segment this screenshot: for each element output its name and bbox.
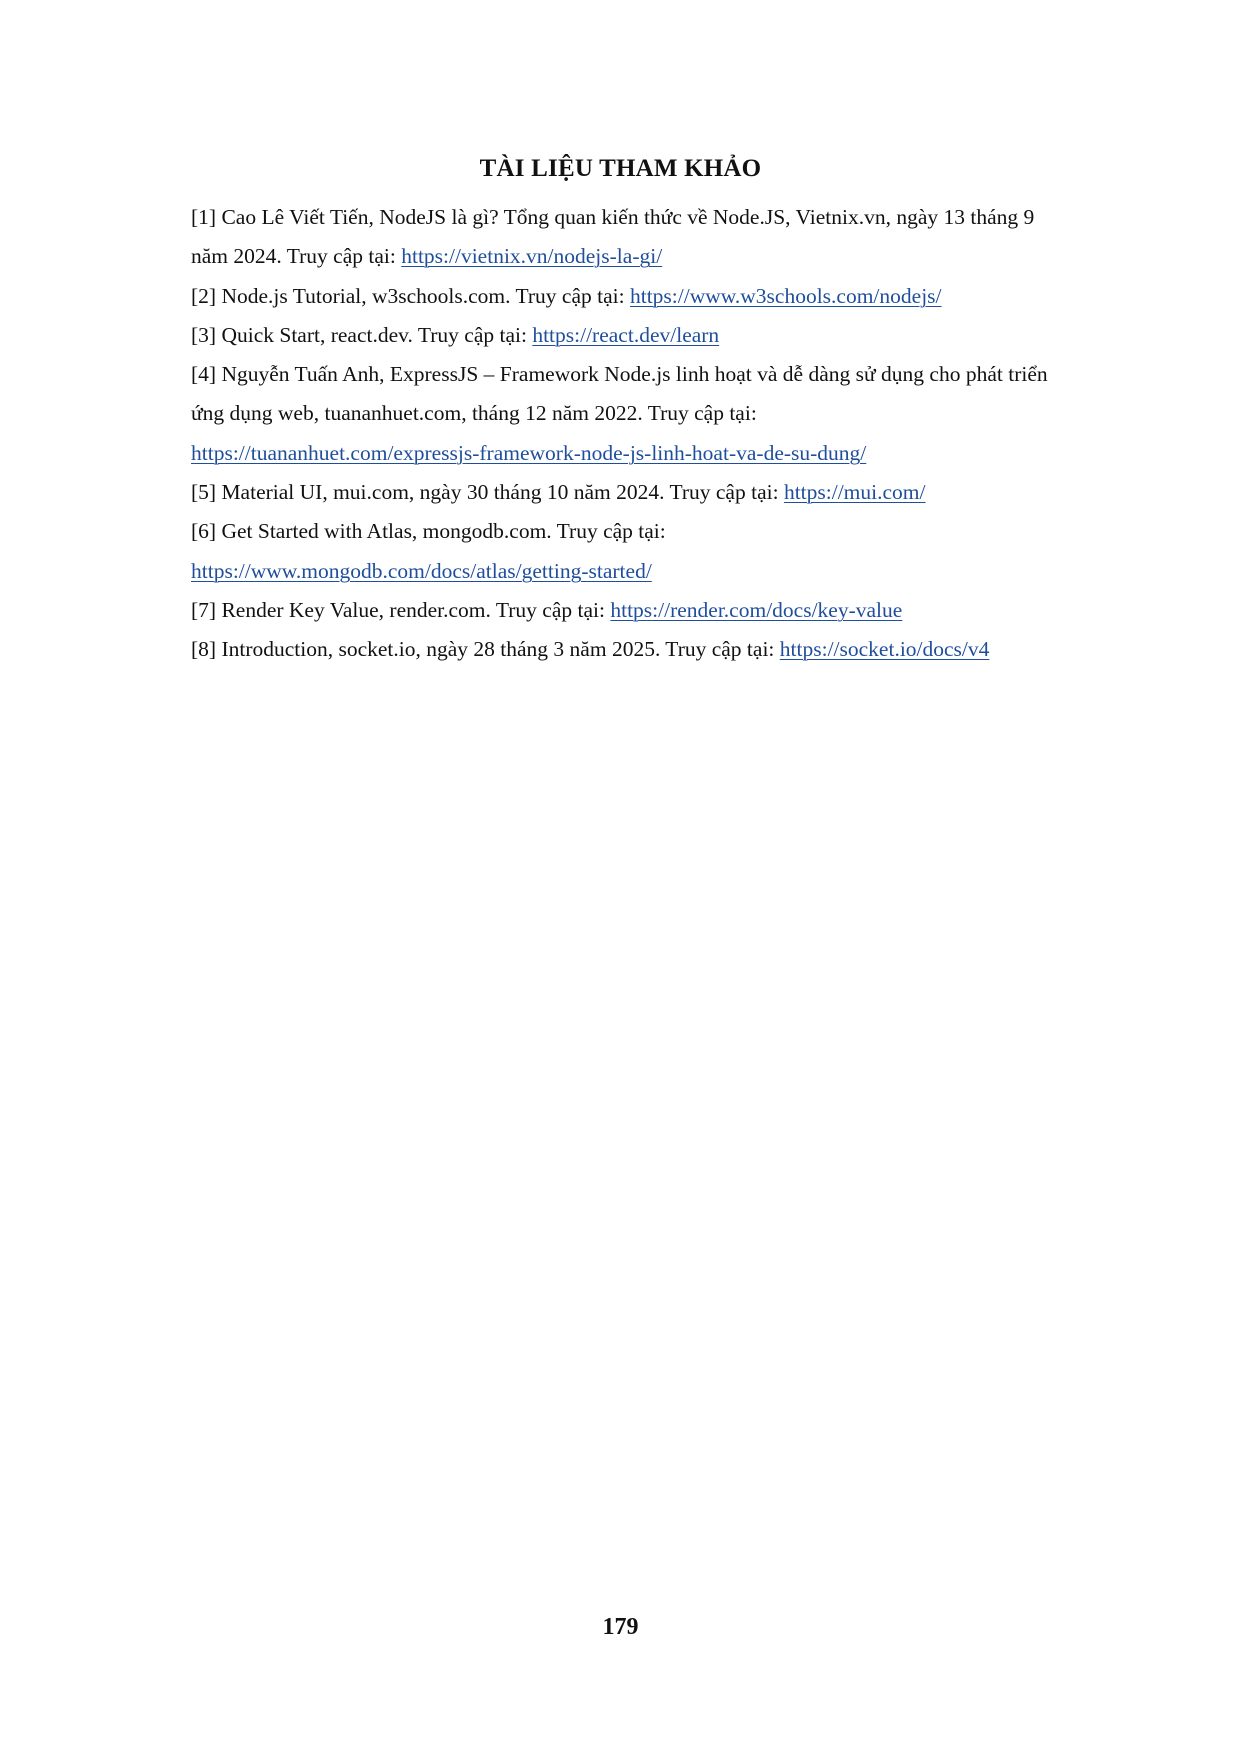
reference-item-2: [191, 277, 1123, 316]
reference-text: [7] Render Key Value, render.com. Truy cập tại:: [191, 597, 611, 622]
page-title: TÀI LIỆU THAM KHẢO: [479, 155, 762, 182]
reference-text: năm 2024. Truy cập tại:: [191, 244, 402, 269]
reference-text: [4] Nguyễn Tuấn Anh, ExpressJS – Framework Node.js linh hoạt và dễ dàng sử dụng cho phát triển: [191, 362, 1048, 387]
reference-item-1: [191, 198, 1123, 277]
reference-text: [1] Cao Lê Viết Tiến, NodeJS là gì? Tổng quan kiến thức về Node.JS, Vietnix.vn, ngày 13 tháng 9: [191, 205, 1035, 229]
reference-text: [5] Material UI, mui.com, ngày 30 tháng 10 năm 2024. Truy cập tại:: [191, 480, 784, 505]
reference-line: [191, 237, 1123, 276]
reference-list: [191, 198, 1123, 670]
reference-item-4: [191, 355, 1123, 473]
reference-text: [3] Quick Start, react.dev. Truy cập tại:: [191, 322, 533, 347]
reference-item-6: [191, 512, 1123, 591]
reference-link[interactable]: https://tuananhuet.com/expressjs-framework-node-js-linh-hoat-va-de-su-dung/: [191, 440, 867, 465]
reference-text: [6] Get Started with Atlas, mongodb.com. Truy cập tại:: [191, 519, 666, 544]
reference-link[interactable]: https://react.dev/learn: [532, 322, 720, 347]
page-number: 179: [602, 1614, 639, 1640]
reference-item-7: [191, 591, 1123, 630]
reference-text: [2] Node.js Tutorial, w3schools.com. Truy cập tại:: [191, 283, 630, 308]
reference-text: [8] Introduction, socket.io, ngày 28 tháng 3 năm 2025. Truy cập tại:: [191, 637, 780, 662]
reference-item-5: [191, 473, 1123, 512]
reference-link[interactable]: https://www.w3schools.com/nodejs/: [629, 283, 942, 308]
reference-link[interactable]: https://vietnix.vn/nodejs-la-gi/: [401, 244, 663, 269]
reference-item-8: [191, 630, 1123, 669]
reference-text: ứng dụng web, tuananhuet.com, tháng 12 năm 2022. Truy cập tại:: [191, 401, 757, 426]
reference-item-3: [191, 316, 1123, 355]
reference-link[interactable]: https://socket.io/docs/v4: [779, 637, 990, 662]
reference-link[interactable]: https://render.com/docs/key-value: [610, 597, 903, 622]
reference-link[interactable]: https://www.mongodb.com/docs/atlas/getting-started/: [191, 558, 652, 583]
reference-link[interactable]: https://mui.com/: [783, 480, 926, 505]
